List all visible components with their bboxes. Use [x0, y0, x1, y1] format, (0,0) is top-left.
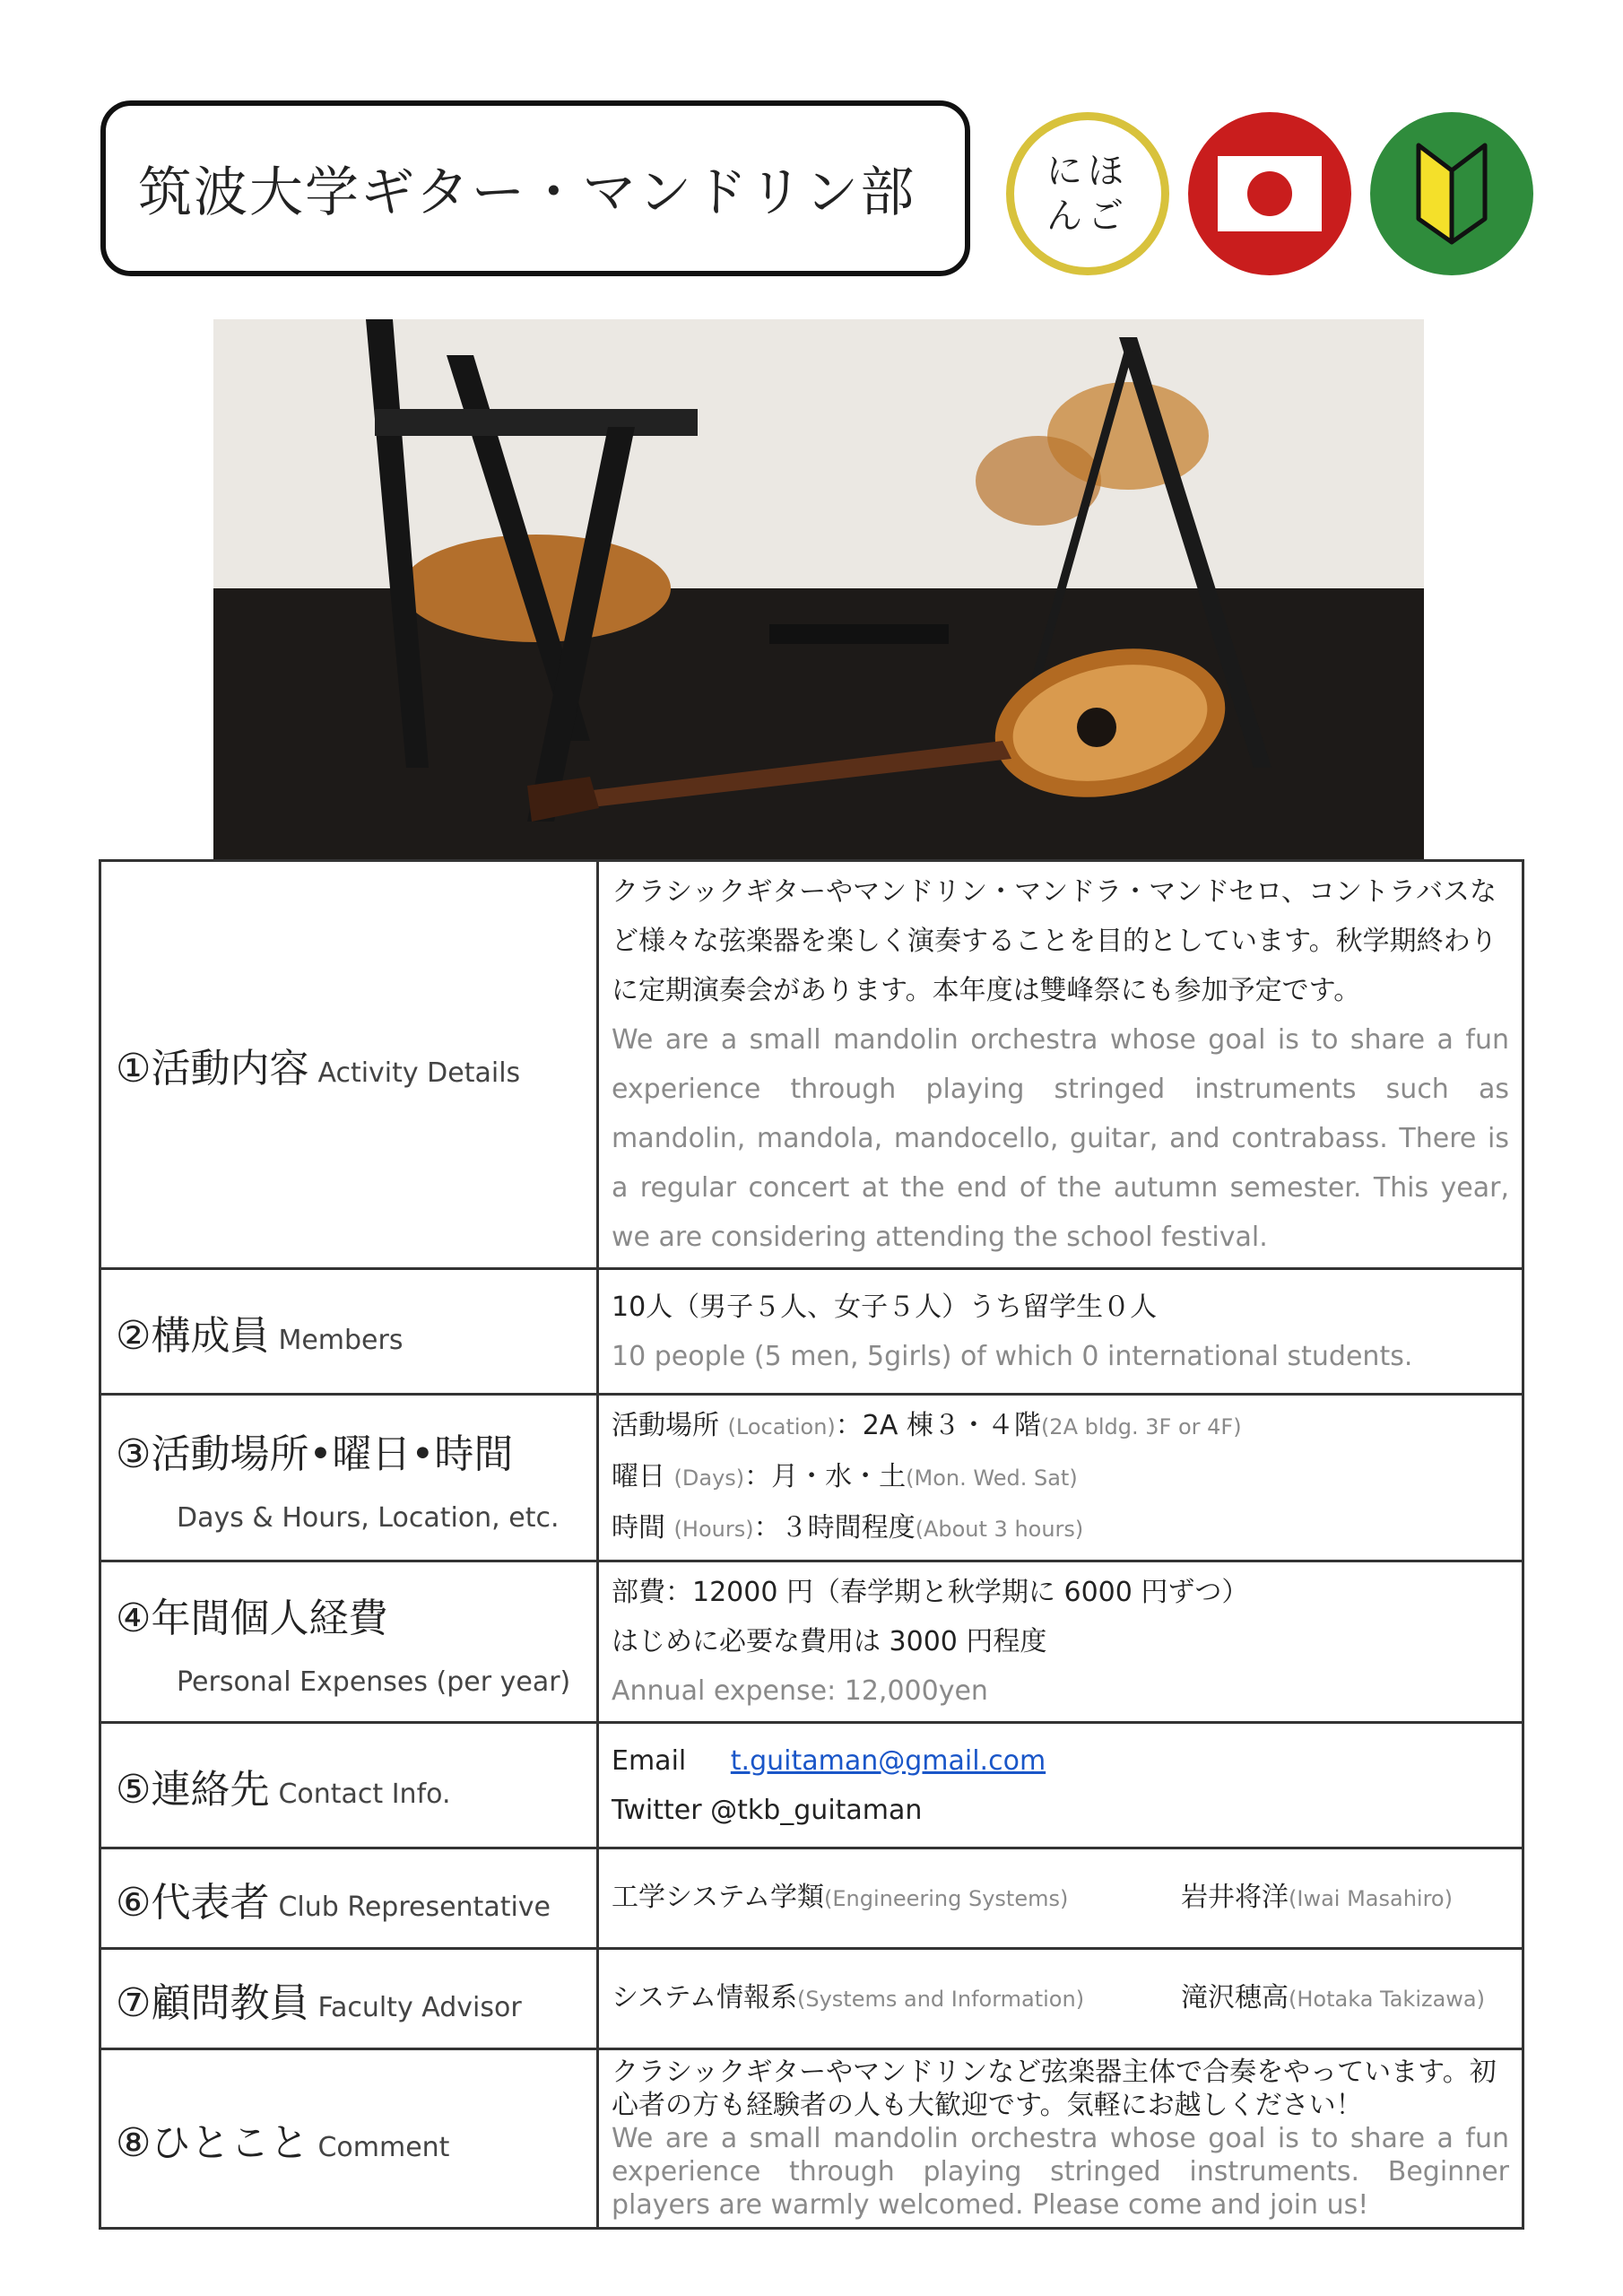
location-value-en: (2A bldg. 3F or 4F) — [1040, 1414, 1242, 1439]
twitter-line: Twitter @tkb_guitaman — [612, 1794, 923, 1826]
expenses-label: ④年間個人経費 — [116, 1596, 388, 1641]
representative-name-en: (Iwai Masahiro) — [1289, 1886, 1453, 1911]
hours-line — [612, 1503, 1509, 1554]
members-label: ②構成員 — [116, 1312, 270, 1359]
members-text-jp: 10人（男子５人、女子５人）うち留学生０人 — [612, 1291, 1158, 1323]
email-line — [612, 1736, 1509, 1786]
email-link[interactable]: t.guitaman@gmail.com — [730, 1744, 1046, 1777]
location-label: ③活動場所•曜日•時間 — [116, 1431, 514, 1477]
hours-key: 時間 — [612, 1512, 665, 1544]
representative-line — [612, 1873, 1509, 1924]
activity-text-en: We are a small mandolin orchestra whose goal is to share a fun experience through playing stringed instruments such as mandolin, mandola, mandocello, guitar, and contrabass. There is a regular concert at the end of the autumn semester. This year, we are considering attending the school festival. — [612, 1024, 1509, 1253]
members-text-en: 10 people (5 men, 5girls) of which 0 international students. — [612, 1340, 1413, 1372]
comment-text-jp: クラシックギターやマンドリンなど弦楽器主体で合奏をやっています。初心者の方も経験者の人も大歓迎です。気軽にお越しください！ — [612, 2057, 1497, 2121]
row-advisor — [100, 1949, 1523, 2049]
club-title: 筑波大学ギター・マンドリン部 — [138, 161, 916, 224]
members-label-en: Members — [278, 1324, 404, 1356]
beginner-mark-icon — [1370, 112, 1533, 275]
title-box — [100, 100, 970, 276]
advisor-line — [612, 1973, 1509, 2024]
representative-name: 岩井将洋 — [1181, 1882, 1289, 1913]
comment-text-en: We are a small mandolin orchestra whose goal is to share a fun experience through playing stringed instruments. Beginner players are warmly welcomed. Please come and join us! — [612, 2123, 1509, 2221]
row-activity — [100, 861, 1523, 1269]
mandolin-photo — [213, 319, 1424, 859]
activity-text-jp: クラシックギターやマンドリン・マンドラ・マンドセロ、コントラバスなど様々な弦楽器を楽しく演奏することを目的としています。秋学期終わりに定期演奏会があります。本年度は雙峰祭にも参加予定です。 — [612, 876, 1497, 1006]
activity-label: ①活動内容 — [116, 1046, 309, 1091]
contact-label-en: Contact Info. — [278, 1778, 451, 1810]
row-representative — [100, 1848, 1523, 1949]
comment-label-en: Comment — [317, 2131, 450, 2163]
row-members — [100, 1269, 1523, 1395]
nihongo-badge-text: にほ んご — [1046, 151, 1129, 237]
location-line — [612, 1401, 1509, 1452]
advisor-dept-en: (Systems and Information) — [797, 1987, 1085, 2012]
advisor-label-en: Faculty Advisor — [317, 1991, 522, 2023]
location-value: ：2A 棟３・４階 — [835, 1410, 1041, 1441]
activity-label-en: Activity Details — [317, 1057, 521, 1089]
hours-key-en: (Hours) — [673, 1517, 754, 1542]
advisor-name-en: (Hotaka Takizawa) — [1289, 1987, 1485, 2012]
expenses-label-en: Personal Expenses (per year) — [177, 1666, 571, 1698]
contact-label: ⑤連絡先 — [116, 1766, 270, 1813]
row-comment — [100, 2049, 1523, 2229]
info-table — [99, 859, 1524, 2230]
expenses-line-1: 部費：12000 円（春学期と秋学期に 6000 円ずつ） — [612, 1577, 1249, 1608]
row-location — [100, 1395, 1523, 1561]
representative-dept: 工学システム学類 — [612, 1882, 824, 1913]
days-value-en: (Mon. Wed. Sat) — [906, 1465, 1078, 1491]
days-key: 曜日 — [612, 1461, 665, 1492]
expenses-line-2: はじめに必要な費用は 3000 円程度 — [612, 1626, 1047, 1657]
days-line — [612, 1452, 1509, 1503]
hours-value-en: (About 3 hours) — [915, 1517, 1084, 1542]
days-value: ：月・水・土 — [744, 1461, 907, 1492]
location-label-en: Days & Hours, Location, etc. — [177, 1502, 560, 1534]
advisor-name: 滝沢穂高 — [1181, 1982, 1289, 2013]
expenses-line-3: Annual expense: 12,000yen — [612, 1675, 988, 1707]
days-key-en: (Days) — [673, 1465, 745, 1491]
advisor-label: ⑦顧問教員 — [116, 1979, 309, 2026]
row-expenses — [100, 1561, 1523, 1723]
representative-label: ⑥代表者 — [116, 1879, 270, 1926]
location-key-en: (Location) — [727, 1414, 836, 1439]
email-key: Email — [612, 1744, 687, 1777]
japan-flag-icon — [1188, 112, 1351, 275]
location-key: 活動場所 — [612, 1410, 719, 1441]
representative-dept-en: (Engineering Systems) — [824, 1886, 1069, 1911]
nihongo-badge — [1006, 112, 1169, 275]
representative-label-en: Club Representative — [278, 1891, 551, 1923]
hours-value: ：３時間程度 — [753, 1512, 916, 1544]
advisor-dept: システム情報系 — [612, 1982, 797, 2013]
comment-label: ⑧ひとこと — [116, 2119, 309, 2166]
row-contact — [100, 1723, 1523, 1848]
